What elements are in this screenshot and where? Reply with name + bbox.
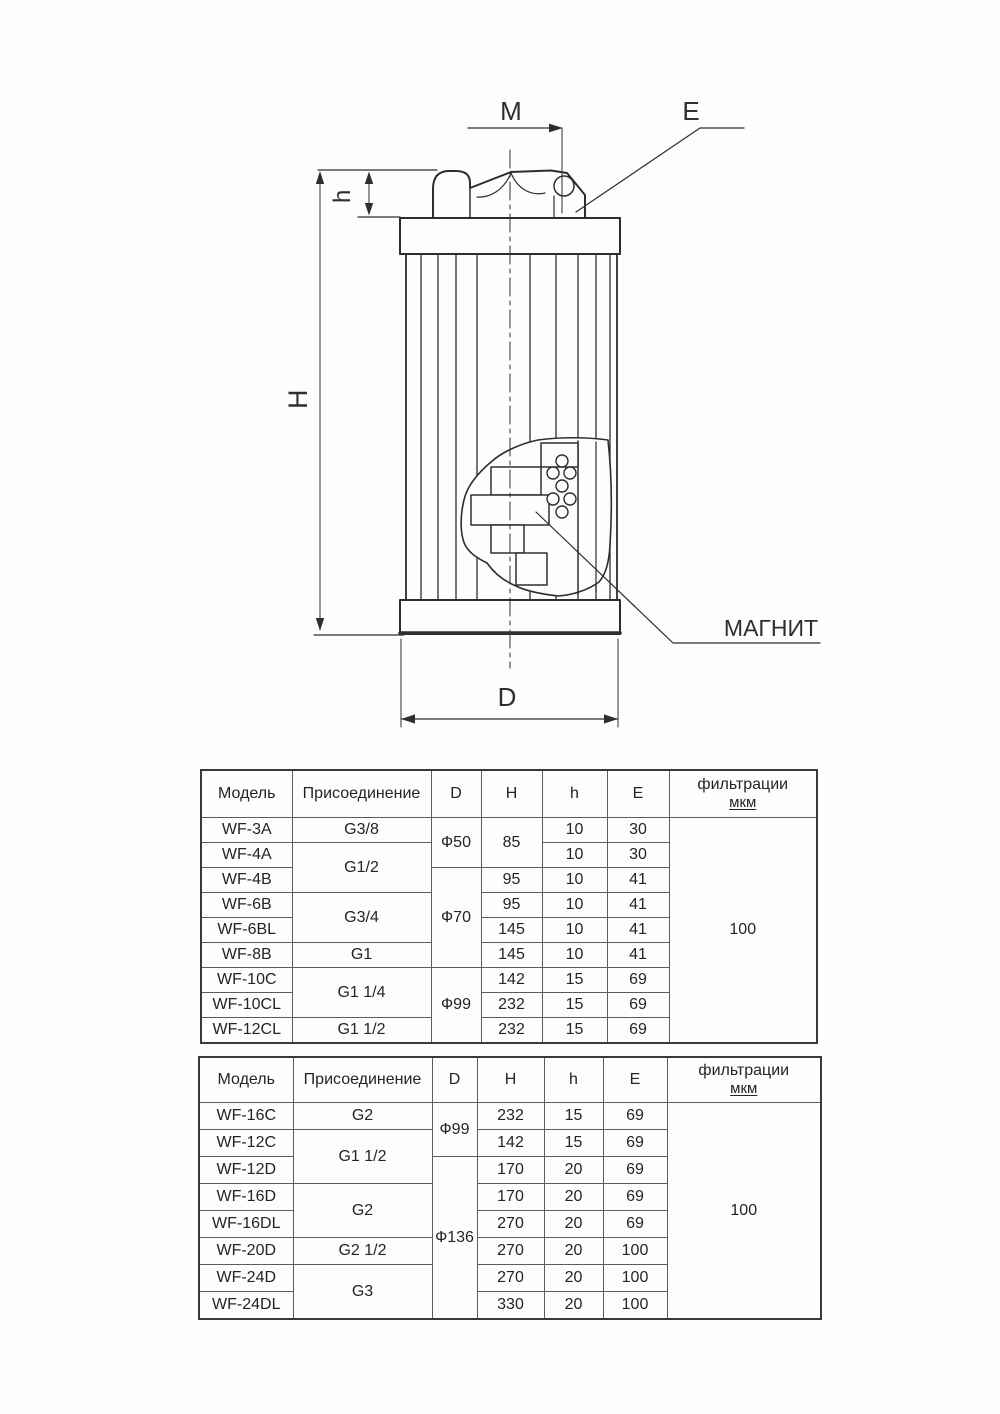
model-cell: WF-16D	[199, 1184, 293, 1211]
dim-label-d: D	[497, 682, 517, 712]
h-small-cell: 15	[542, 968, 607, 993]
h-small-cell: 10	[542, 868, 607, 893]
h-small-cell: 20	[544, 1238, 603, 1265]
col-filtration	[669, 770, 817, 818]
h-big-cell: 142	[477, 1130, 544, 1157]
arrow-right-icon	[549, 124, 563, 133]
h-big-cell: 170	[477, 1184, 544, 1211]
col-e: E	[603, 1057, 667, 1103]
table-row	[199, 1103, 821, 1130]
arrow-right-icon	[604, 714, 618, 723]
conn-cell: G2 1/2	[293, 1238, 432, 1265]
col-d: D	[432, 1057, 477, 1103]
dimension-h-small	[318, 170, 437, 217]
e-cell: 30	[607, 818, 669, 843]
h-big-cell: 270	[477, 1211, 544, 1238]
model-cell: WF-24DL	[199, 1292, 293, 1320]
e-cell: 41	[607, 893, 669, 918]
col-h-small: h	[544, 1057, 603, 1103]
e-cell: 100	[603, 1292, 667, 1320]
model-cell: WF-4B	[201, 868, 292, 893]
conn-cell: G1/2	[292, 843, 431, 893]
h-big-cell: 232	[477, 1103, 544, 1130]
d-cell: Ф99	[432, 1103, 477, 1157]
table-header-row	[199, 1057, 821, 1103]
filtration-line1: фильтрации	[698, 1062, 790, 1080]
h-big-cell: 232	[481, 1018, 542, 1044]
col-e: E	[607, 770, 669, 818]
col-d: D	[431, 770, 481, 818]
h-small-cell: 15	[542, 993, 607, 1018]
col-h-big: H	[477, 1057, 544, 1103]
conn-cell: G3/8	[292, 818, 431, 843]
model-cell: WF-12D	[199, 1157, 293, 1184]
d-cell: Ф50	[431, 818, 481, 868]
dim-label-m: M	[500, 96, 522, 126]
h-big-cell: 95	[481, 893, 542, 918]
e-cell: 30	[607, 843, 669, 868]
col-h-big: H	[481, 770, 542, 818]
h-big-cell: 330	[477, 1292, 544, 1320]
h-big-cell: 270	[477, 1238, 544, 1265]
model-cell: WF-4A	[201, 843, 292, 868]
magnet-label: МАГНИТ	[723, 615, 819, 641]
e-cell: 69	[607, 968, 669, 993]
h-small-cell: 15	[544, 1103, 603, 1130]
model-cell: WF-20D	[199, 1238, 293, 1265]
col-model: Модель	[201, 770, 292, 818]
filtration-cell: 100	[667, 1103, 821, 1320]
dim-label-h-small: h	[329, 189, 356, 203]
dim-label-e: E	[682, 96, 700, 126]
filtration-line2: мкм	[729, 794, 757, 811]
h-small-cell: 15	[542, 1018, 607, 1044]
h-small-cell: 20	[544, 1265, 603, 1292]
arrow-down-icon	[316, 618, 324, 631]
e-cell: 69	[603, 1211, 667, 1238]
h-big-cell: 142	[481, 968, 542, 993]
h-big-cell: 85	[481, 818, 542, 868]
h-small-cell: 20	[544, 1184, 603, 1211]
h-small-cell: 15	[544, 1130, 603, 1157]
conn-cell: G2	[293, 1184, 432, 1238]
h-big-cell: 232	[481, 993, 542, 1018]
model-cell: WF-16DL	[199, 1211, 293, 1238]
model-cell: WF-10CL	[201, 993, 292, 1018]
arrow-up-icon	[316, 171, 324, 184]
arrow-up-icon	[365, 172, 373, 185]
dimension-h-big	[283, 171, 404, 635]
conn-cell: G2	[293, 1103, 432, 1130]
e-cell: 69	[607, 1018, 669, 1044]
h-small-cell: 10	[542, 893, 607, 918]
model-cell: WF-12CL	[201, 1018, 292, 1044]
e-cell: 69	[603, 1184, 667, 1211]
h-small-cell: 10	[542, 918, 607, 943]
col-model: Модель	[199, 1057, 293, 1103]
callout-e	[576, 96, 744, 212]
conn-cell: G3/4	[292, 893, 431, 943]
h-big-cell: 145	[481, 943, 542, 968]
h-big-cell: 145	[481, 918, 542, 943]
d-cell: Ф136	[432, 1157, 477, 1320]
col-filtration	[667, 1057, 821, 1103]
arrow-down-icon	[365, 203, 373, 216]
model-cell: WF-8B	[201, 943, 292, 968]
table-row	[201, 818, 817, 843]
conn-cell: G1 1/2	[293, 1130, 432, 1184]
h-big-cell: 270	[477, 1265, 544, 1292]
e-cell: 69	[603, 1130, 667, 1157]
h-small-cell: 10	[542, 943, 607, 968]
table-header-row	[201, 770, 817, 818]
h-big-cell: 170	[477, 1157, 544, 1184]
e-cell: 100	[603, 1238, 667, 1265]
h-small-cell: 10	[542, 818, 607, 843]
model-cell: WF-6B	[201, 893, 292, 918]
conn-cell: G1	[292, 943, 431, 968]
conn-cell: G3	[293, 1265, 432, 1320]
e-cell: 41	[607, 918, 669, 943]
dimension-d	[401, 639, 618, 727]
h-small-cell: 20	[544, 1292, 603, 1320]
h-big-cell: 95	[481, 868, 542, 893]
h-small-cell: 10	[542, 843, 607, 868]
e-cell: 69	[603, 1157, 667, 1184]
d-cell: Ф70	[431, 868, 481, 968]
model-cell: WF-10C	[201, 968, 292, 993]
d-cell: Ф99	[431, 968, 481, 1044]
col-h-small: h	[542, 770, 607, 818]
col-connection: Присоединение	[292, 770, 431, 818]
filtration-cell: 100	[669, 818, 817, 1044]
e-cell: 100	[603, 1265, 667, 1292]
e-cell: 69	[603, 1103, 667, 1130]
model-cell: WF-24D	[199, 1265, 293, 1292]
arrow-left-icon	[401, 714, 415, 723]
dim-label-h-big: H	[283, 389, 313, 409]
spec-table-1	[200, 769, 818, 1044]
e-cell: 69	[607, 993, 669, 1018]
model-cell: WF-6BL	[201, 918, 292, 943]
h-small-cell: 20	[544, 1211, 603, 1238]
e-cell: 41	[607, 868, 669, 893]
e-cell: 41	[607, 943, 669, 968]
conn-cell: G1 1/2	[292, 1018, 431, 1044]
filtration-line1: фильтрации	[697, 776, 789, 794]
model-cell: WF-3A	[201, 818, 292, 843]
model-cell: WF-12C	[199, 1130, 293, 1157]
filtration-line2: мкм	[730, 1080, 758, 1097]
col-connection: Присоединение	[293, 1057, 432, 1103]
h-small-cell: 20	[544, 1157, 603, 1184]
conn-cell: G1 1/4	[292, 968, 431, 1018]
model-cell: WF-16C	[199, 1103, 293, 1130]
spec-table-2	[198, 1056, 822, 1320]
